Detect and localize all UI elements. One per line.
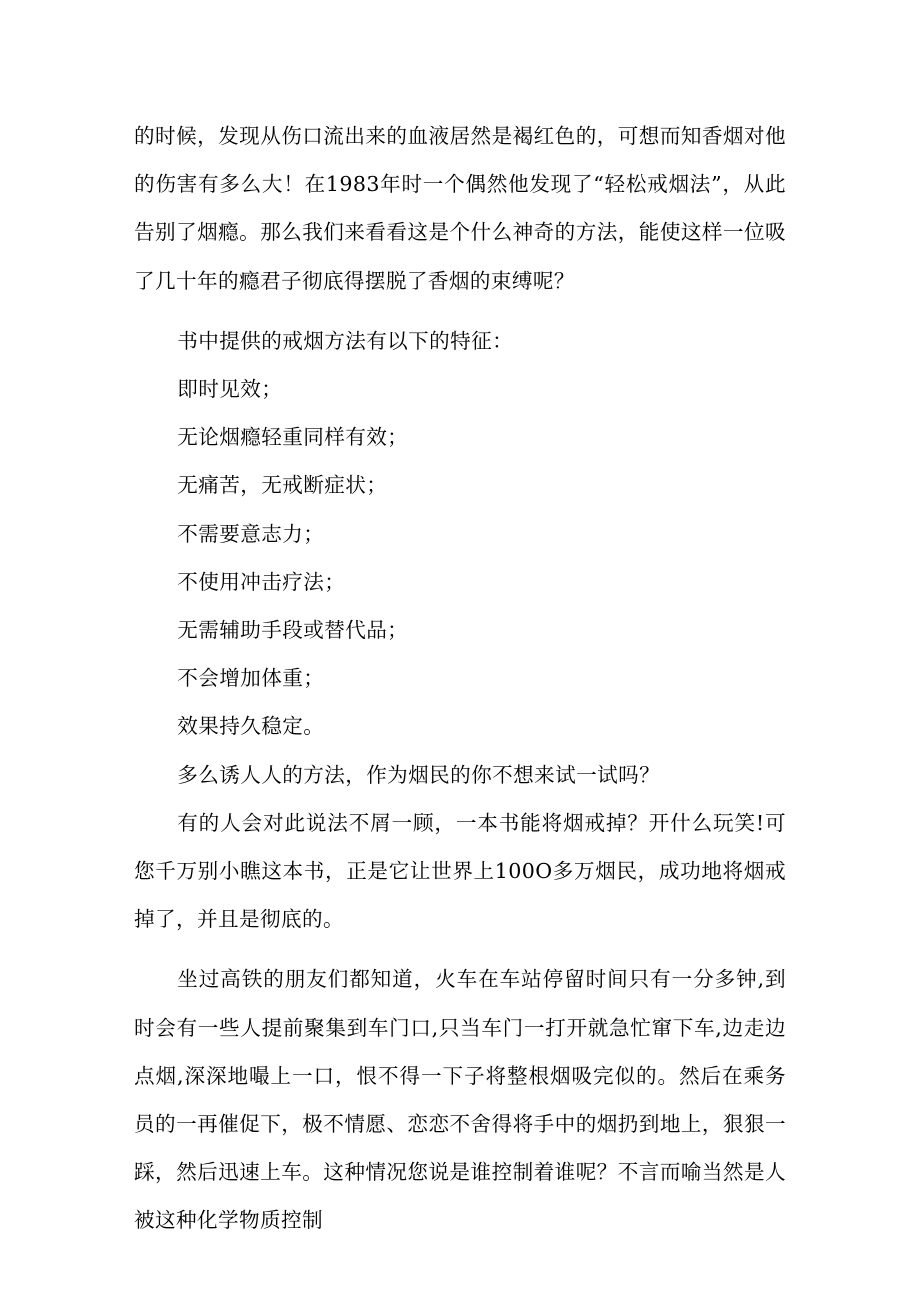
paragraph-features-intro: 书中提供的戒烟方法有以下的特征： [177, 328, 514, 353]
feature-item: 无痛苦，无戒断症状； [177, 473, 388, 498]
feature-item: 即时见效； [177, 377, 283, 402]
feature-item: 不使用冲击疗法； [177, 569, 346, 594]
paragraph-train-smokers: 坐过高铁的朋友们都知道，火车在车站停留时间只有一分多钟,到时会有一些人提前聚集到车门口,只当车门一打开就急忙窜下车,边走边点烟,深深地嘬上一口，恨不得一下子将整根烟吸完似的。然后在乘务员的一再催促下，极不情愿、恋恋不舍得将手中的烟扔到地上，狠狠一踩，然后迅速上车。这种情况您说是谁控制着谁呢？不言而喻当然是人被这种化学物质控制 [134, 967, 786, 1233]
feature-item: 效果持久稳定。 [177, 714, 325, 739]
paragraph-skeptics: 有的人会对此说法不屑一顾，一本书能将烟戒掉？开什么玩笑!可您千万别小瞧这本书，正是它让世界上100O多万烟民，成功地将烟戒掉了，并且是彻底的。 [134, 810, 786, 932]
feature-item: 无需辅助手段或替代品； [177, 618, 409, 643]
document-body [134, 112, 786, 1245]
paragraph-question: 多么诱人人的方法，作为烟民的你不想来试一试吗？ [177, 762, 661, 787]
feature-item: 不需要意志力； [177, 521, 325, 546]
feature-item: 无论烟瘾轻重同样有效； [177, 425, 409, 450]
feature-item: 不会增加体重； [177, 666, 325, 691]
paragraph-continuation: 的时候，发现从伤口流出来的血液居然是褐红色的，可想而知香烟对他的伤害有多么大！在1983年时一个偶然他发现了“轻松戒烟法”，从此告别了烟瘾。那么我们来看看这是个什么神奇的方法，能使这样一位吸了几十年的瘾君子彻底得摆脱了香烟的束缚呢？ [134, 124, 786, 293]
